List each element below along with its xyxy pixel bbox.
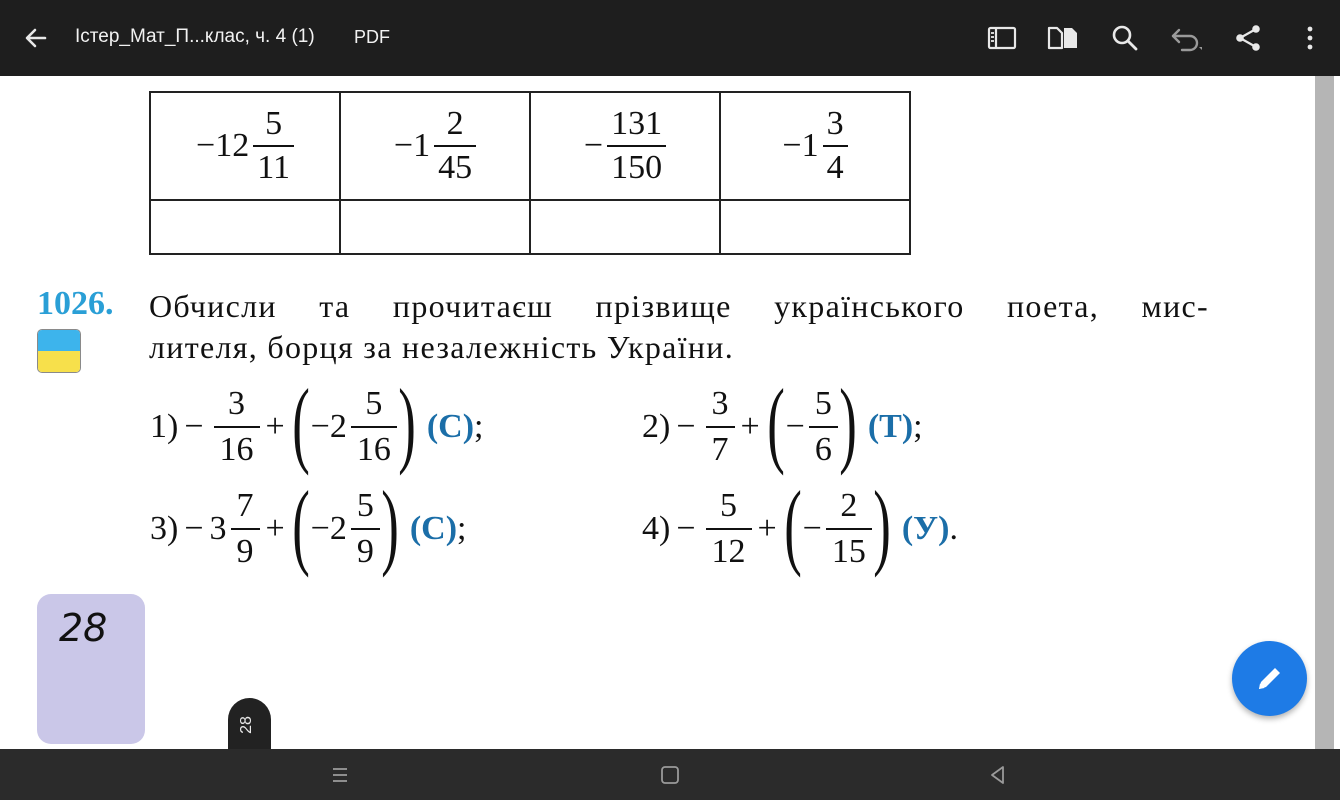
task-label: 4) (642, 510, 671, 547)
fraction (253, 107, 294, 185)
fraction (351, 489, 380, 569)
back-icon[interactable] (986, 763, 1010, 787)
numerator: 5 (720, 487, 738, 524)
whole-part: 12 (215, 127, 250, 164)
search-icon[interactable] (1107, 20, 1143, 56)
punctuation: ; (913, 408, 923, 445)
edit-fab-button[interactable] (1232, 641, 1307, 716)
sign: − (196, 127, 216, 164)
pdf-page[interactable] (0, 76, 1313, 749)
numerator: 3 (711, 385, 729, 422)
sign: − (802, 510, 822, 547)
back-arrow-icon[interactable] (18, 20, 54, 56)
right-parenthesis: ) (873, 471, 891, 578)
punctuation: . (949, 510, 958, 547)
ukraine-flag-icon (37, 329, 81, 373)
denominator: 15 (826, 528, 872, 569)
sign: − (310, 510, 330, 547)
fraction (351, 387, 397, 467)
punctuation: ; (474, 408, 484, 445)
exercise-text (149, 286, 1209, 368)
fraction (706, 387, 735, 467)
task-1 (150, 369, 484, 476)
task-label: 3) (150, 510, 179, 547)
task-2 (642, 369, 923, 476)
denominator: 12 (706, 528, 752, 569)
task-label: 2) (642, 408, 671, 445)
undo-icon[interactable] (1168, 20, 1204, 56)
page-number: 28 (59, 606, 108, 650)
operator: + (265, 408, 285, 445)
sign: − (184, 408, 204, 445)
page-indicator-number: 28 (237, 716, 255, 734)
numerator: 131 (611, 105, 663, 142)
numerator: 5 (356, 487, 374, 524)
table-cell (150, 92, 340, 200)
exercise-line: лителя, борця за незалежність України. (149, 329, 734, 365)
table-cell-empty (530, 200, 720, 254)
fraction (434, 107, 476, 185)
two-page-icon[interactable] (1045, 20, 1081, 56)
answer-letter: (С) (426, 408, 475, 445)
punctuation: ; (457, 510, 467, 547)
scrollbar-thumb[interactable] (1315, 76, 1334, 749)
task-4 (642, 471, 958, 578)
system-navigation-bar (0, 749, 1340, 800)
home-icon[interactable] (658, 763, 682, 787)
denominator: 4 (823, 145, 848, 185)
share-icon[interactable] (1230, 20, 1266, 56)
table-cell (530, 92, 720, 200)
operator: + (740, 408, 760, 445)
numerator: 3 (826, 105, 844, 142)
numerator: 5 (365, 385, 383, 422)
left-parenthesis: ( (766, 369, 785, 476)
table-cell-empty (340, 200, 530, 254)
whole-part: 1 (801, 127, 819, 164)
denominator: 7 (706, 426, 735, 467)
table-cell (720, 92, 910, 200)
answer-letter: (С) (409, 510, 458, 547)
recent-apps-icon[interactable] (328, 763, 352, 787)
sign: − (785, 408, 805, 445)
denominator: 16 (351, 426, 397, 467)
sign: − (393, 127, 414, 164)
whole-part: 2 (329, 408, 347, 445)
fraction (826, 489, 872, 569)
table-cell-empty (150, 200, 340, 254)
right-parenthesis: ) (398, 369, 416, 476)
whole-part: 3 (209, 510, 227, 547)
denominator: 9 (351, 528, 380, 569)
document-title: Істер_Мат_П...клас, ч. 4 (1) (75, 26, 315, 47)
page-number-sticker (37, 594, 145, 744)
denominator: 9 (231, 528, 260, 569)
left-parenthesis: ( (291, 369, 310, 476)
fraction (809, 387, 838, 467)
fraction (823, 107, 848, 185)
numerator: 2 (446, 105, 464, 142)
numerator: 7 (236, 487, 254, 524)
left-parenthesis: ( (783, 471, 802, 578)
exercise-number: 1026. (37, 285, 114, 322)
denominator: 11 (253, 145, 294, 185)
fraction (706, 489, 752, 569)
numerator: 3 (228, 385, 246, 422)
fractions-table (149, 91, 911, 255)
sign: − (583, 127, 604, 164)
answer-letter: (Т) (867, 408, 914, 445)
sidebar-view-icon[interactable] (984, 20, 1020, 56)
top-app-bar (0, 0, 1340, 76)
operator: + (265, 510, 285, 547)
sign: − (310, 408, 330, 445)
answer-letter: (У) (901, 510, 950, 547)
table-cell-empty (720, 200, 910, 254)
table-cell (340, 92, 530, 200)
whole-part: 1 (413, 127, 431, 164)
document-type: PDF (354, 27, 390, 47)
operator: + (757, 510, 777, 547)
sign: − (676, 510, 696, 547)
task-3 (150, 471, 467, 578)
denominator: 45 (434, 145, 476, 185)
pencil-icon (1252, 661, 1287, 696)
numerator: 5 (814, 385, 832, 422)
numerator: 5 (265, 105, 283, 142)
fraction (231, 489, 260, 569)
exercise-line: Обчисли та прочитаєш прізвище українського поета, мис- (149, 288, 1209, 324)
task-label: 1) (150, 408, 179, 445)
left-parenthesis: ( (291, 471, 310, 578)
right-parenthesis: ) (381, 471, 399, 578)
sign: − (184, 510, 204, 547)
sign: − (782, 127, 802, 164)
numerator: 2 (840, 487, 858, 524)
more-vertical-icon[interactable] (1292, 20, 1328, 56)
denominator: 6 (809, 426, 838, 467)
denominator: 150 (607, 145, 666, 185)
whole-part: 2 (329, 510, 347, 547)
fraction (607, 107, 666, 185)
page-indicator-tab[interactable] (228, 698, 271, 749)
denominator: 16 (214, 426, 260, 467)
sign: − (676, 408, 696, 445)
fraction (214, 387, 260, 467)
right-parenthesis: ) (839, 369, 857, 476)
